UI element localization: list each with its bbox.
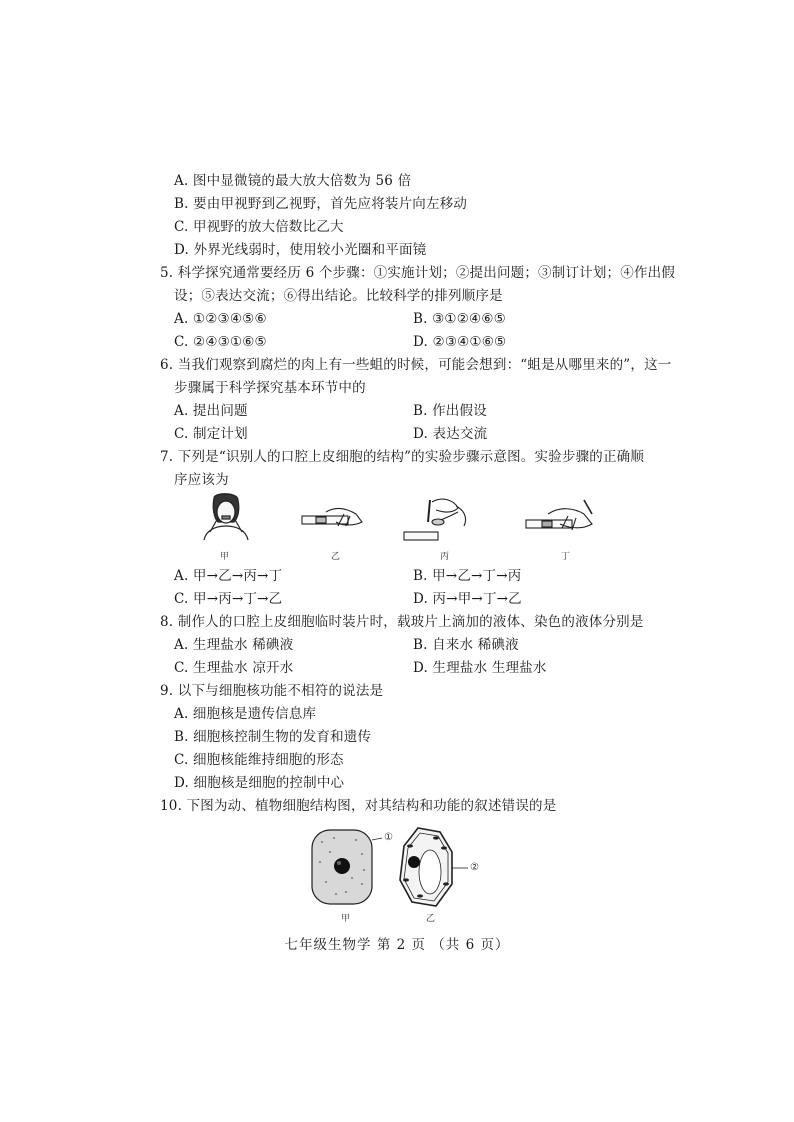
q8-option-d: D. 生理盐水 生理盐水 bbox=[413, 660, 547, 676]
q7-label-ding: 丁 bbox=[561, 552, 571, 562]
q8-option-b: B. 自来水 稀碘液 bbox=[413, 637, 519, 653]
q7-label-bing: 丙 bbox=[440, 552, 450, 562]
q7-stem-line2: 序应该为 bbox=[174, 472, 229, 488]
q6-option-a: A. 提出问题 bbox=[174, 403, 248, 419]
q5-option-c: C. ②④③①⑥⑤ bbox=[174, 334, 267, 350]
q10-stem: 10. 下图为动、植物细胞结构图，对其结构和功能的叙述错误的是 bbox=[160, 798, 557, 814]
q10-label-yi: 乙 bbox=[426, 914, 436, 924]
q6-option-b: B. 作出假设 bbox=[413, 403, 487, 419]
q9-option-b: B. 细胞核控制生物的发育和遗传 bbox=[174, 729, 372, 745]
figure-dropper bbox=[404, 499, 466, 540]
q9-option-a: A. 细胞核是遗传信息库 bbox=[174, 706, 317, 722]
q10-cell-figures bbox=[306, 822, 496, 910]
figure-hand-slide-2 bbox=[526, 500, 592, 530]
q4-option-d: D. 外界光线弱时，使用较小光圈和平面镜 bbox=[174, 242, 427, 258]
q8-option-c: C. 生理盐水 凉开水 bbox=[174, 660, 294, 676]
animal-cell-figure bbox=[312, 830, 382, 904]
q7-stem-line1: 7. 下列是“识别人的口腔上皮细胞的结构”的实验步骤示意图。实验步骤的正确顺 bbox=[160, 449, 645, 465]
q5-option-a: A. ①②③④⑤⑥ bbox=[174, 311, 267, 327]
page-footer: 七年级生物学 第 2 页 （共 6 页） bbox=[284, 937, 510, 953]
q7-step-figures bbox=[196, 492, 616, 562]
q5-stem-line1: 5. 科学探究通常要经历 6 个步骤：①实施计划；②提出问题；③制订计划；④作出假 bbox=[160, 265, 676, 281]
callout-2: ② bbox=[470, 862, 479, 873]
q6-option-c: C. 制定计划 bbox=[174, 426, 248, 442]
q8-option-a: A. 生理盐水 稀碘液 bbox=[174, 637, 294, 653]
q4-option-a: A. 图中显微镜的最大放大倍数为 56 倍 bbox=[174, 173, 412, 189]
q7-option-c: C. 甲→丙→丁→乙 bbox=[174, 591, 283, 607]
q7-label-yi: 乙 bbox=[331, 552, 341, 562]
q7-option-b: B. 甲→乙→丁→丙 bbox=[413, 568, 522, 584]
q10-label-jia: 甲 bbox=[341, 914, 351, 924]
q6-stem-line1: 6. 当我们观察到腐烂的肉上有一些蛆的时候，可能会想到：“蛆是从哪里来的”，这一 bbox=[160, 357, 672, 373]
q5-option-d: D. ②③④①⑥⑤ bbox=[413, 334, 507, 350]
figure-hand-slide-1 bbox=[302, 508, 362, 526]
q9-stem: 9. 以下与细胞核功能不相符的说法是 bbox=[160, 683, 384, 699]
q7-label-jia: 甲 bbox=[220, 552, 230, 562]
q5-stem-line2: 设；⑤表达交流；⑥得出结论。比较科学的排列顺序是 bbox=[174, 288, 503, 304]
q4-option-b: B. 要由甲视野到乙视野，首先应将装片向左移动 bbox=[174, 196, 468, 212]
q6-option-d: D. 表达交流 bbox=[413, 426, 488, 442]
plant-cell-figure bbox=[400, 828, 468, 906]
q9-option-c: C. 细胞核能维持细胞的形态 bbox=[174, 752, 344, 768]
q9-option-d: D. 细胞核是细胞的控制中心 bbox=[174, 775, 345, 791]
figure-person-scraping bbox=[204, 494, 248, 540]
callout-1: ① bbox=[384, 832, 393, 843]
q6-stem-line2: 步骤属于科学探究基本环节中的 bbox=[174, 380, 366, 396]
q7-option-a: A. 甲→乙→丙→丁 bbox=[174, 568, 283, 584]
q4-option-c: C. 甲视野的放大倍数比乙大 bbox=[174, 219, 344, 235]
q5-option-b: B. ③①②④⑥⑤ bbox=[413, 311, 506, 327]
q8-stem: 8. 制作人的口腔上皮细胞临时装片时，载玻片上滴加的液体、染色的液体分别是 bbox=[160, 614, 644, 630]
q7-option-d: D. 丙→甲→丁→乙 bbox=[413, 591, 522, 607]
